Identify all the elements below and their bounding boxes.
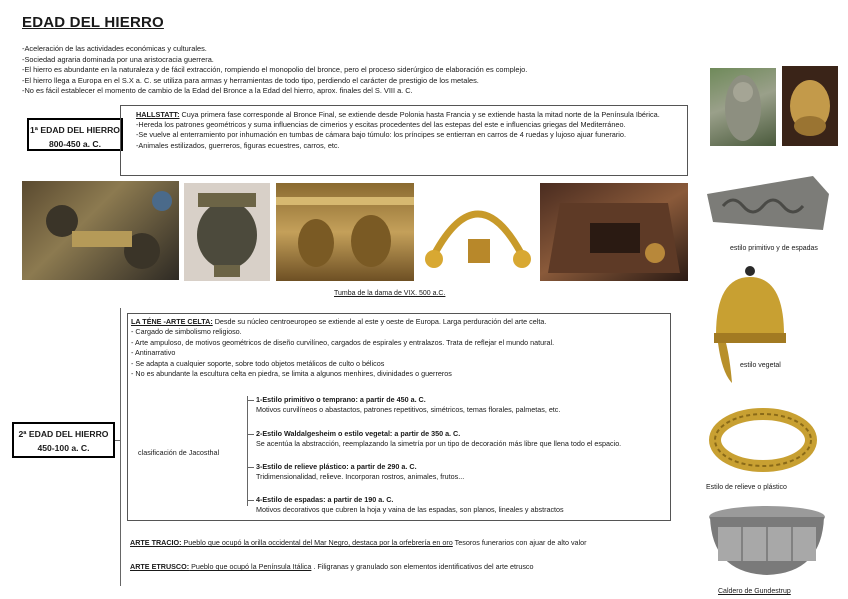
tracio-line: [130, 538, 587, 547]
etrusco-rest: . Filigranas y granulado son elementos identificativos del arte etrusco: [311, 562, 534, 571]
style-title: 3-Estilo de relieve plástico: a partir de 290 a. C.: [256, 462, 417, 471]
style-title: 1-Estilo primitivo o temprano: a partir de 450 a. C.: [256, 395, 426, 404]
tracio-link: Pueblo que ocupó la orilla occidental del Mar Negro, destaca por la orfebrería en oro: [181, 538, 453, 547]
period2-dates: 450-100 a. C.: [37, 443, 90, 453]
stone-warrior-photo: [710, 68, 776, 146]
style-desc: Motivos curvilíneos o abastactos, patrones repetitivos, simétricos, temas florales, palmetas, etc.: [256, 405, 561, 414]
bronze-head-photo: [782, 66, 838, 146]
style-desc: Motivos decorativos que cubren la hoja y vaina de las espadas, son planos, lineales y abstractos: [256, 505, 564, 514]
scabbard-photo: [703, 172, 831, 236]
burial-chamber-photo: [540, 183, 688, 281]
tene-heading: LA TÉNE -ARTE CELTA:: [131, 317, 213, 326]
style-item: [256, 395, 666, 415]
period1-dates: 800-450 a. C.: [48, 139, 102, 149]
bracket-connector: [115, 440, 120, 441]
bracket-line: [120, 308, 121, 586]
etrusco-line: [130, 562, 534, 571]
style-desc: Se acentúa la abstracción, reemplazando la simetría por un tipo de decoración más libre que llena todo el espacio.: [256, 439, 622, 448]
tene-point: - Arte ampuloso, de motivos geométricos de diseño curvilíneo, cargados de espirales y entralazos. Trata de reflejar el mundo natural.: [131, 337, 555, 347]
period2-label: 2ª EDAD DEL HIERRO: [18, 429, 109, 439]
intro-line: -El hierro llega a Europa en el S.X a. C. se utiliza para armas y herramientas de todo tipo, perdiendo el carácter de prestigio de los metales.: [22, 75, 479, 85]
period1-label: 1ª EDAD DEL HIERRO: [30, 125, 120, 135]
gold-ring-photo: [708, 404, 818, 478]
etrusco-link: Pueblo que ocupó la Península Itálica: [189, 562, 312, 571]
intro-line: -Aceleración de las actividades económicas y culturales.: [22, 44, 207, 53]
tene-box: [127, 313, 671, 521]
vix-krater-photo: [184, 183, 270, 281]
caption-primitivo: estilo primitivo y de espadas: [730, 245, 818, 252]
intro-line: -No es fácil establecer el momento de cambio de la Edad del Bronce a la Edad del hierro, aprox. finales del S. VIII a. C.: [22, 86, 413, 96]
tomb-reconstruction-photo: [22, 181, 179, 280]
etrusco-heading: ARTE ETRUSCO:: [130, 562, 190, 571]
gold-torc-photo: [420, 183, 536, 281]
styles-tick: [247, 467, 254, 468]
clasificacion-label: clasificación de Jacosthal: [138, 448, 220, 457]
hallstatt-point: -Hereda los patrones geométricos y suma influencias de cimerios y escitas procedentes del las estepas del este e influencias griegas del Mediterráneo.: [136, 120, 626, 130]
hallstatt-point: -Animales estilizados, guerreros, figuras ecuestres, carros, etc.: [136, 140, 340, 150]
page-title: EDAD DEL HIERRO: [22, 14, 164, 31]
hallstatt-heading: HALLSTATT:: [136, 110, 180, 119]
tene-point: - Cargado de simbolismo religioso.: [131, 327, 242, 337]
tene-point: - Antinarrativo: [131, 348, 176, 358]
intro-list: [22, 44, 662, 97]
style-item: [256, 462, 666, 482]
styles-tick: [247, 434, 254, 435]
intro-line: -Sociedad agraria dominada por una aristocracia guerrera.: [22, 54, 214, 64]
caption-vegetal: estilo vegetal: [740, 362, 781, 369]
hallstatt-box: [120, 105, 688, 176]
style-title: 2-Estilo Waldalgesheim o estilo vegetal: a partir de 350 a. C.: [256, 429, 461, 438]
cauldron-photo: [704, 503, 830, 579]
tracio-rest: Tesoros funerarios con ajuar de alto valor: [452, 538, 587, 547]
gold-helmet-photo: [708, 265, 792, 391]
caption-relieve: Estilo de relieve o plástico: [706, 484, 787, 491]
period1-label-box: [27, 118, 123, 151]
caption-tumba: Tumba de la dama de VIX. 500 a.C.: [334, 290, 446, 297]
style-item: [256, 495, 666, 515]
styles-bracket: [247, 396, 248, 506]
style-title: 4-Estilo de espadas: a partir de 190 a. C.: [256, 495, 394, 504]
caption-caldero: Caldero de Gundestrup: [718, 588, 791, 595]
style-item: [256, 429, 666, 449]
styles-tick: [247, 400, 254, 401]
hallstatt-point: -Se vuelve al enterramiento por inhumación en tumbas de cámara bajo túmulo: los príncipes se entierran en carros de 4 ruedas y lujoso ajuar funerario.: [136, 130, 626, 140]
tene-point: - No es abundante la escultura celta en piedra, se limita a algunos menhires, divinidades o guerreros: [131, 369, 452, 379]
hallstatt-text: Cuya primera fase corresponde al Bronce Final, se extiende desde Polonia hasta Francia y se extiende hasta la mitad norte de la Península Ibérica.: [179, 110, 660, 119]
style-desc: Tridimensionalidad, relieve. Incorporan rostros, animales, frutos...: [256, 472, 465, 481]
styles-tick: [247, 500, 254, 501]
period2-label-box: [12, 422, 115, 458]
tene-point: - Se adapta a cualquier soporte, sobre todo objetos metálicos de culto o bélicos: [131, 358, 385, 368]
intro-line: -El hierro es abundante en la naturaleza y de fácil extracción, rompiendo el monopolio del bronce, pero el proceso siderúrgico de elaboración es complejo.: [22, 65, 528, 75]
tracio-heading: ARTE TRACIO:: [130, 538, 182, 547]
tene-text: Desde su núcleo centroeuropeo se extiende al este y oeste de Europa. Larga perduración del arte celta.: [212, 317, 547, 326]
krater-relief-photo: [276, 183, 414, 281]
